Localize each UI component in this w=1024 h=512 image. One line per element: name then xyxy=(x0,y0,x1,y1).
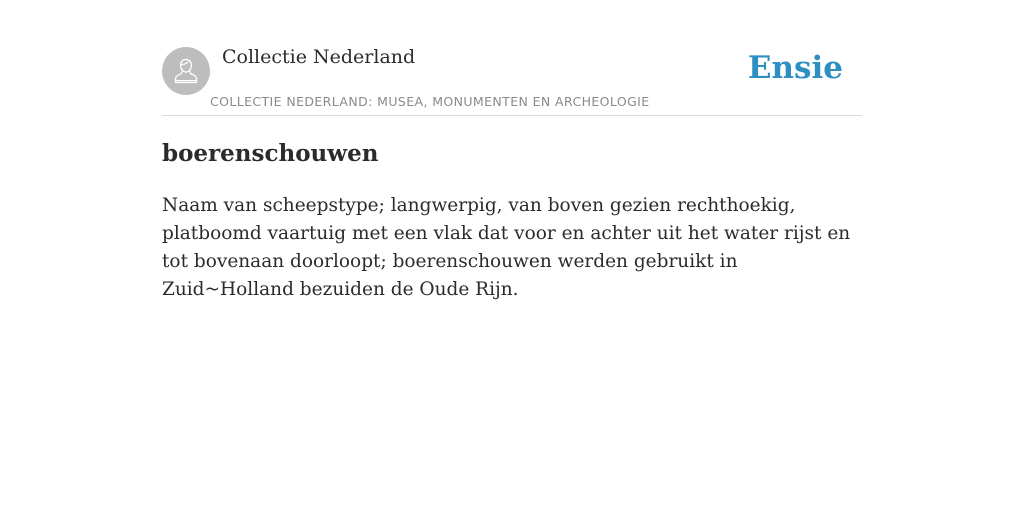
author-name[interactable]: Collectie Nederland xyxy=(222,46,416,68)
avatar[interactable] xyxy=(162,47,210,95)
entry-definition: Naam van scheepstype; langwerpig, van boven gezien rechthoekig, platboomd vaartuig met een vlak dat voor en achter uit het water rijst en tot bovenaan doorloopt; boerenschouwen werden gebruikt in Zuid~Holland bezuiden de Oude Rijn. xyxy=(162,195,851,300)
entry-term: boerenschouwen xyxy=(162,140,379,167)
ensie-logo[interactable]: Ensie xyxy=(747,50,843,86)
author-subtitle[interactable]: COLLECTIE NEDERLAND: MUSEA, MONUMENTEN EN ARCHEOLOGIE xyxy=(210,94,650,109)
entry-card xyxy=(162,0,862,300)
user-icon xyxy=(173,57,199,85)
entry-header xyxy=(162,0,862,116)
